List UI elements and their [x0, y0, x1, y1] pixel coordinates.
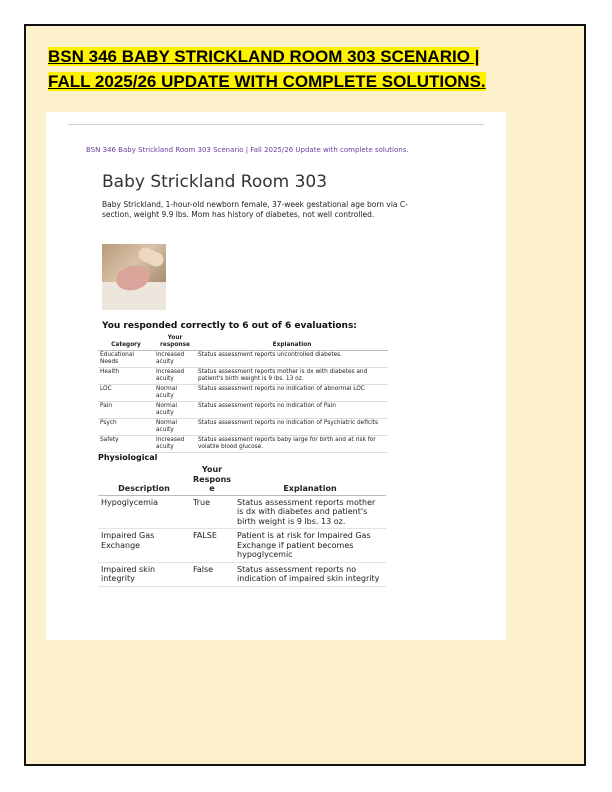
- table-cell: Increased acuity: [154, 368, 196, 385]
- table-cell: Educational Needs: [98, 351, 154, 368]
- table-cell: Impaired Gas Exchange: [98, 529, 190, 563]
- document-title: [48, 44, 508, 94]
- table-cell: Status assessment reports baby large for birth and at risk for volatile blood glucose.: [196, 436, 388, 453]
- table-cell: Status assessment reports no indication of Psychiatric deficits: [196, 419, 388, 436]
- table-row: [98, 402, 388, 419]
- table-cell: Normal acuity: [154, 385, 196, 402]
- evaluation-table: [98, 334, 388, 453]
- table-cell: Normal acuity: [154, 419, 196, 436]
- table-row: [98, 385, 388, 402]
- table-cell: Status assessment reports mother is dx with diabetes and patient's birth weight is 9 lbs. 13 oz.: [234, 495, 386, 529]
- title-line-1: BSN 346 BABY STRICKLAND ROOM 303 SCENARIO |: [48, 47, 480, 66]
- column-header: Your Respons e: [190, 464, 234, 495]
- table-row: [98, 368, 388, 385]
- table-cell: Status assessment reports no indication of impaired skin integrity: [234, 562, 386, 586]
- embedded-page-preview: [46, 112, 506, 640]
- column-header: Explanation: [196, 334, 388, 351]
- divider: [68, 124, 484, 125]
- table-cell: Status assessment reports no indication of Pain: [196, 402, 388, 419]
- title-line-2: FALL 2025/26 UPDATE WITH COMPLETE SOLUTIONS.: [48, 72, 486, 91]
- table-cell: Status assessment reports uncontrolled diabetes.: [196, 351, 388, 368]
- table-cell: LOC: [98, 385, 154, 402]
- column-header: Category: [98, 334, 154, 351]
- table-row: [98, 351, 388, 368]
- table-cell: Health: [98, 368, 154, 385]
- table-cell: Safety: [98, 436, 154, 453]
- table-cell: Patient is at risk for Impaired Gas Exchange if patient becomes hypoglycemic: [234, 529, 386, 563]
- page-link-title[interactable]: BSN 346 Baby Strickland Room 303 Scenario | Fall 2025/26 Update with complete solutions.: [86, 146, 409, 154]
- table-cell: Increased acuity: [154, 351, 196, 368]
- table-cell: Increased acuity: [154, 436, 196, 453]
- table-row: [98, 495, 386, 529]
- table-cell: Status assessment reports no indication of abnormal LOC: [196, 385, 388, 402]
- table-cell: False: [190, 562, 234, 586]
- table-cell: Hypoglycemia: [98, 495, 190, 529]
- newborn-photo: [102, 244, 166, 310]
- table-row: [98, 529, 386, 563]
- table-row: [98, 419, 388, 436]
- table-cell: Pain: [98, 402, 154, 419]
- table-cell: True: [190, 495, 234, 529]
- page-heading: Baby Strickland Room 303: [102, 172, 328, 192]
- table-cell: Normal acuity: [154, 402, 196, 419]
- table-cell: Impaired skin integrity: [98, 562, 190, 586]
- column-header: Explanation: [234, 464, 386, 495]
- column-header: Your response: [154, 334, 196, 351]
- physiological-table: [98, 464, 386, 587]
- table-row: [98, 436, 388, 453]
- column-header: Description: [98, 464, 190, 495]
- section-heading: Physiological: [98, 453, 158, 462]
- table-cell: FALSE: [190, 529, 234, 563]
- table-cell: Psych: [98, 419, 154, 436]
- scenario-intro: Baby Strickland, 1-hour-old newborn female, 37-week gestational age born via C-section, weight 9.9 lbs. Mom has history of diabetes, not well controlled.: [102, 200, 408, 219]
- score-summary: You responded correctly to 6 out of 6 evaluations:: [102, 321, 357, 331]
- table-row: [98, 562, 386, 586]
- table-cell: Status assessment reports mother is dx with diabetes and patient's birth weight is 9 lbs. 13 oz.: [196, 368, 388, 385]
